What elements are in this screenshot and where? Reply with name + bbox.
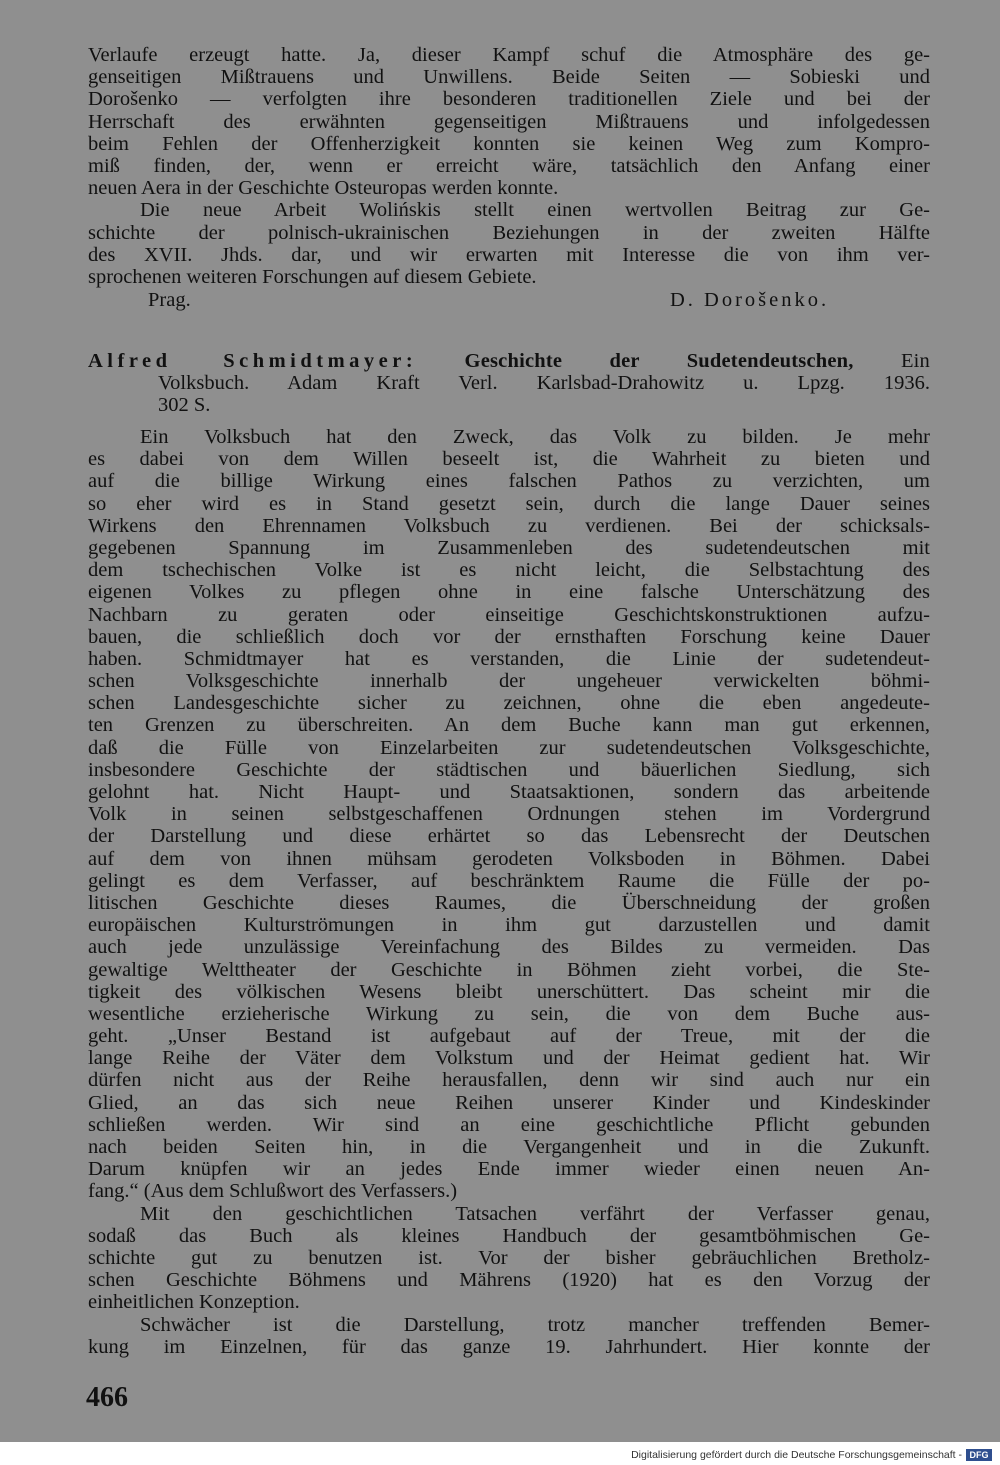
dfg-logo-icon: DFG [966,1449,992,1461]
text-line: europäischen Kulturströmungen in ihm gut darzustellen und damit [88,914,930,937]
text-line: Herrschaft des erwähnten gegenseitigen Mißtrauens und infolgedessen [88,110,930,133]
text-line: Ein Volksbuch hat den Zweck, das Volk zu bilden. Je mehr [140,426,930,448]
text-line: des XVII. Jhds. dar, und wir erwarten mit Interesse die von ihm ver- [88,243,930,266]
text-line: gelingt es dem Verfasser, auf beschränktem Raume die Fülle der po- [88,869,930,892]
text-line: lange Reihe der Väter dem Volkstum und der Heimat gedient hat. Wir [88,1047,930,1070]
text-line: daß die Fülle von Einzelarbeiten zur sudetendeutschen Volksgeschichte, [88,736,930,759]
text-line: bauen, die schließlich doch vor der ernsthaften Forschung keine Dauer [88,625,930,648]
text-line: nach beiden Seiten hin, in die Vergangenheit und in die Zukunft. [88,1136,930,1158]
paragraph-continued [88,44,930,312]
text-line: Nachbarn zu geraten oder einseitige Geschichtskonstruktionen aufzu- [88,603,930,626]
text-line: Wirkens den Ehrennamen Volksbuch zu verdienen. Bei der schicksals- [88,514,930,537]
text-line: Schwächer ist die Darstellung, trotz mancher treffenden Bemer- [140,1313,930,1336]
text-line: fang.“ (Aus dem Schlußwort des Verfassers.) [88,1180,458,1203]
review-heading [88,350,930,417]
text-line: dürfen nicht aus der Reihe herausfallen, denn wir sind auch nur ein [88,1069,930,1092]
text-line: einheitlichen Konzeption. [88,1291,300,1314]
text-line: Verlaufe erzeugt hatte. Ja, dieser Kampf schuf die Atmosphäre des ge- [88,44,930,66]
text-line: gelohnt hat. Nicht Haupt- und Staatsaktionen, sondern das arbeitende [88,781,930,803]
text-line: litischen Geschichte dieses Raumes, die Überschneidung der großen [88,891,930,914]
text-line: gegebenen Spannung im Zusammenleben des sudetendeutschen mit [88,536,930,559]
text-line: dem tschechischen Volke ist es nicht leicht, die Selbstachtung des [88,559,930,582]
bibliographic-line: Volksbuch. Adam Kraft Verl. Karlsbad-Drahowitz u. Lpzg. 1936. [158,372,930,395]
text-line: insbesondere Geschichte der städtischen und bäuerlichen Siedlung, sich [88,758,930,781]
book-title: Geschichte der Sudetendeutschen, [464,350,854,372]
text-line: so eher wird es in Stand gesetzt sein, durch die lange Dauer seines [88,492,930,515]
text-line: miß finden, der, wenn er erreicht wäre, tatsächlich den Anfang einer [88,154,930,177]
page-number: 466 [86,1382,128,1413]
review-body [88,426,930,1358]
text-line: genseitigen Mißtrauens und Unwillens. Beide Seiten — Sobieski und [88,66,930,89]
text-line: auf dem von ihnen mühsam gerodeten Volksboden in Böhmen. Dabei [88,847,930,870]
text-line: sodaß das Buch als kleines Handbuch der gesamtböhmischen Ge- [88,1224,930,1247]
text-line: schließen werden. Wir sind an eine geschichtliche Pflicht gebunden [88,1113,930,1136]
bibliographic-line: 302 S. [158,394,211,417]
digitization-footer [631,1447,992,1463]
text-line: beim Fehlen der Offenherzigkeit konnten sie keinen Weg zum Kompro- [88,132,930,155]
reviewed-author: Alfred Schmidtmayer: [88,350,418,372]
text-line: schen Landesgeschichte sicher zu zeichnen, ohne die eben angedeute- [88,692,930,715]
text-line: geht. „Unser Bestand ist aufgebaut auf der Treue, mit der die [88,1025,930,1048]
text-line: schen Volksgeschichte innerhalb der ungeheuer verwickelten böhmi- [88,670,930,693]
text-line: Dorošenko — verfolgten ihre besonderen traditionellen Ziele und bei der [88,88,930,111]
text-line: Mit den geschichtlichen Tatsachen verfährt der Verfasser genau, [140,1202,930,1225]
text-line: tigkeit des völkischen Wesens bleibt unerschüttert. Das scheint mir die [88,980,930,1003]
text-line: ten Grenzen zu überschreiten. An dem Buche kann man gut erkennen, [88,714,930,737]
text-line: kung im Einzelnen, für das ganze 19. Jahrhundert. Hier konnte der [88,1335,930,1358]
review-heading-line [88,350,930,372]
text-line: Volk in seinen selbstgeschaffenen Ordnungen stehen im Vordergrund [88,803,930,826]
signature-place: Prag. [148,289,191,312]
text-line: auf die billige Wirkung eines falschen Pathos zu verzichten, um [88,470,930,493]
signature-author: D. Dorošenko. [670,289,830,312]
text-line: der Darstellung und diese erhärtet so das Lebensrecht der Deutschen [88,825,930,848]
text-line: es dabei von dem Willen beseelt ist, die Wahrheit zu bieten und [88,448,930,471]
text-line: haben. Schmidtmayer hat es verstanden, die Linie der sudetendeut- [88,647,930,670]
text-line: gewaltige Welttheater der Geschichte in Böhmen zieht vorbei, die Ste- [88,958,930,981]
footer-credit-text: Digitalisierung gefördert durch die Deutsche Forschungsgemeinschaft - [631,1449,962,1461]
text-line: eigenen Volkes zu pflegen ohne in eine falsche Unterschätzung des [88,581,930,604]
text-line: wesentliche erzieherische Wirkung zu sein, die von dem Buche aus- [88,1002,930,1025]
text-line: schen Geschichte Böhmens und Mährens (1920) hat es den Vorzug der [88,1269,930,1292]
text-line: schichte der polnisch-ukrainischen Beziehungen in der zweiten Hälfte [88,221,930,244]
book-subtitle: Ein [900,350,930,372]
review-signature [88,288,930,312]
text-line: schichte gut zu benutzen ist. Vor der bisher gebräuchlichen Bretholz- [88,1246,930,1269]
text-line: Glied, an das sich neue Reihen unserer Kinder und Kindeskinder [88,1091,930,1114]
text-line: neuen Aera in der Geschichte Osteuropas werden konnte. [88,177,559,200]
text-line: auch jede unzulässige Vereinfachung des Bildes zu vermeiden. Das [88,936,930,959]
text-line: sprochenen weiteren Forschungen auf diesem Gebiete. [88,265,537,288]
text-line: Darum knüpfen wir an jedes Ende immer wieder einen neuen An- [88,1158,930,1181]
text-line: Die neue Arbeit Wolińskis stellt einen wertvollen Beitrag zur Ge- [140,199,930,222]
